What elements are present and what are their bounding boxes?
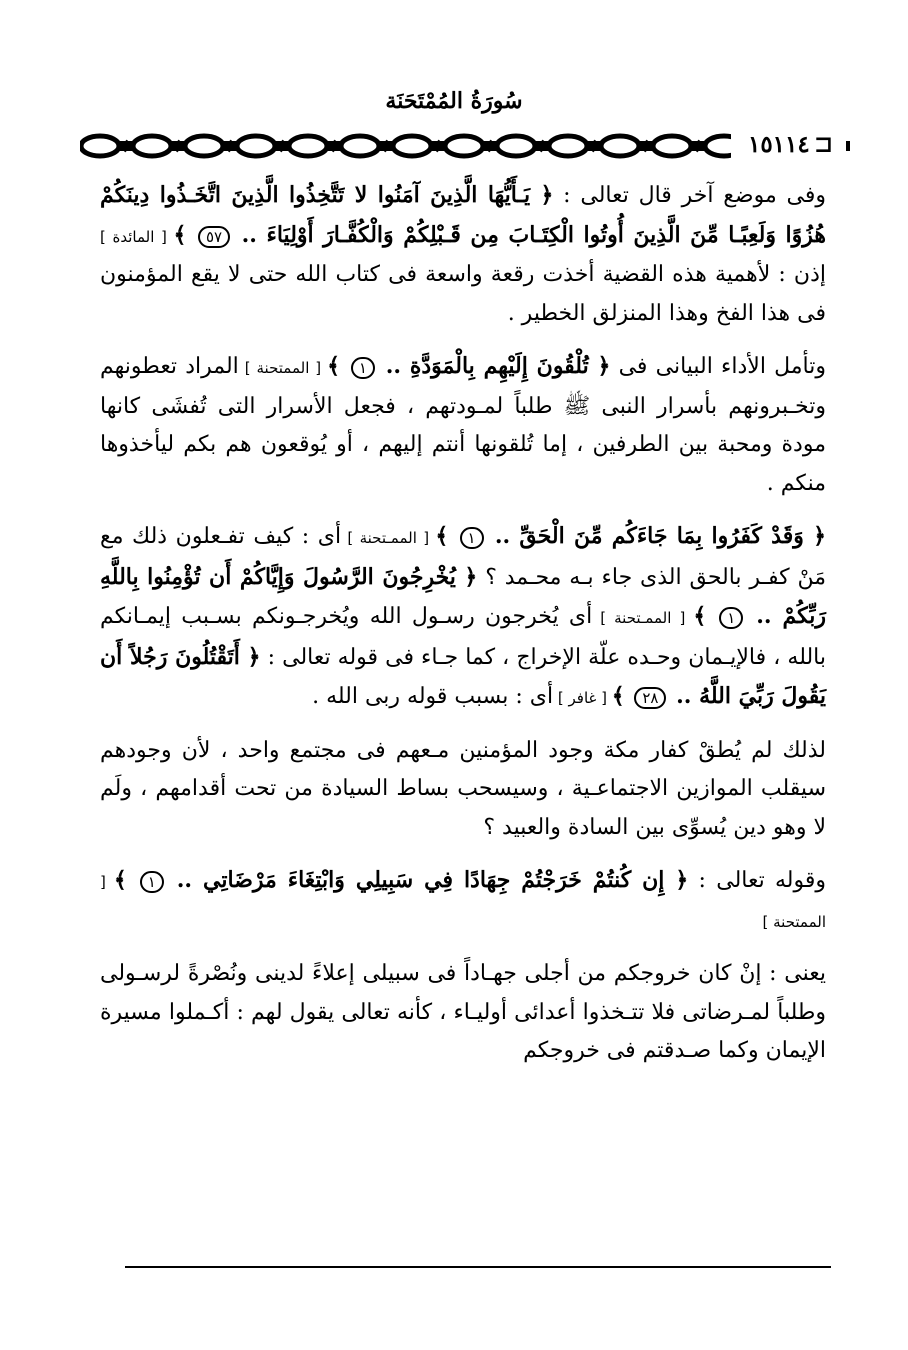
paragraph [100, 347, 826, 503]
surah-reference: [ غافر ] [553, 689, 612, 707]
quran-verse: ﴾ [435, 523, 458, 549]
paragraph [100, 861, 826, 941]
body-sentence: لذلك لم يُطقْ كفار مكة وجود المؤمنين مـعهم فى مجتمع واحد ، لأن وجودهم سيقلب الموازين الاجتماعـية ، وسيسحب بساط السيادة من تحت أقدامهم ، ولَم لا وهو دين يُسوِّى بين السادة والعبيد ؟ [100, 737, 826, 840]
footer-rule [125, 1266, 831, 1268]
quran-verse: ﴿ تُلْقُونَ إِلَيْهِم بِالْمَوَدَّةِ .. [376, 353, 611, 379]
quran-verse: ﴿ إِن كُنتُمْ خَرَجْتُمْ جِهَادًا فِي سَبِيلِي وَابْتِغَاءَ مَرْضَاتِي .. [165, 867, 689, 893]
body-sentence: أى : كيف تفـعلون ذلك مع مَنْ كفـر بالحق الذى جاء بـه محـمد ؟ [100, 524, 826, 590]
quran-verse: ﴾ [173, 221, 196, 248]
ayah-number: ٢٨ [634, 687, 666, 709]
quran-verse: ﴿ يُخْرِجُونَ الرَّسُولَ وَإِيَّاكُمْ أَن تُؤْمِنُوا بِاللَّهِ رَبِّكُمْ .. [100, 563, 827, 629]
body-sentence: إذن : لأهمية هذه القضية أخذت رقعة واسعة فى كتاب الله حتى لا يقع المؤمنون فى هذا الفخ وهذا المنزلق الخطير . [100, 262, 826, 326]
ayah-number: ١ [140, 871, 164, 893]
ayah-number: ١ [460, 527, 484, 549]
quran-verse: ﴾ [327, 353, 349, 379]
surah-reference: [ المائدة ] [100, 227, 174, 246]
body-sentence: أى يُخرجون رسـول الله ويُخرجـونكم بسـبب إيمـانكم بالله ، فالإيـمان وحـده علّة الإخراج ، كما جـاء فى قوله تعالى : [100, 604, 827, 670]
page-number-value: ١٥١١٤ [747, 130, 810, 158]
page-number-bracket-icon: ⊏ [813, 130, 834, 158]
body-sentence: أى : بسبب قوله ربى الله . [312, 684, 554, 709]
surah-reference: [ الممـتحنة ] [341, 529, 436, 547]
body-sentence: وتأمل الأداء البيانى فى [610, 354, 826, 379]
paragraph [100, 732, 826, 848]
ayah-number: ١ [719, 607, 743, 629]
surah-title: سُورَةُ المُمْتَحَنَة [385, 88, 523, 114]
body-sentence: وفى موضع آخر قال تعالى : [553, 183, 826, 208]
ayah-number: ١ [351, 357, 375, 379]
body-text [100, 176, 826, 1085]
body-sentence: المراد تعطونهم وتخـبرونهم بأسرار النبى ﷺ طلباً لمـودتهم ، فجعل الأسرار التى تُفشَى كانها مودة ومحبة بين الطرفين ، إما تُلقونها أنتم إليهم ، أو يُوقعون هم بكم ليأخذوها منكم . [100, 354, 826, 496]
paragraph [100, 955, 826, 1071]
page-number [731, 124, 846, 164]
quran-verse: ﴿ أَتَقْتُلُونَ رَجُلاً أَن يَقُولَ رَبِّيَ اللَّهُ .. [100, 643, 826, 709]
quran-verse: ﴿ وَقَدْ كَفَرُوا بِمَا جَاءَكُم مِّنَ الْحَقِّ .. [485, 523, 826, 549]
surah-reference: [ الممتحنة ] [238, 359, 328, 377]
paragraph [100, 176, 826, 333]
ayah-number: ٥٧ [198, 226, 230, 248]
quran-verse: ﴾ [611, 683, 633, 709]
page-header [0, 0, 908, 175]
body-sentence: وقوله تعالى : [688, 868, 827, 893]
surah-reference: [ الممتحنة ] [100, 873, 826, 931]
quran-verse: ﴾ [693, 603, 718, 629]
body-sentence: يعنى : إنْ كان خروجكم من أجلى جهـاداً فى سبيلى إعلاءً لدينى ونُصْرةً لرسـولى وطلباً لمـرضاتى فلا تتـخذوا أعدائى أوليـاء ، كأنه تعالى يقول لهم : أكـملوا مسيرة الإيمان وكما صـدقتم فى خروجكم [100, 961, 826, 1063]
paragraph [100, 517, 826, 718]
quran-verse: ﴿ يَـأَيُّهَا الَّذِينَ آمَنُوا لا تَتَّخِذُوا الَّذِينَ اتَّخَـذُوا دِينَكُمْ هُزُوًا وَلَعِبًـا مِّنَ الَّذِينَ أُوتُوا الْكِتَـابَ مِن قَـبْلِكُمْ وَالْكُفَّـارَ أَوْلِيَاءَ .. [100, 182, 826, 248]
surah-reference: [ الممـتحنة ] [592, 609, 694, 627]
quran-verse: ﴾ [113, 867, 138, 893]
